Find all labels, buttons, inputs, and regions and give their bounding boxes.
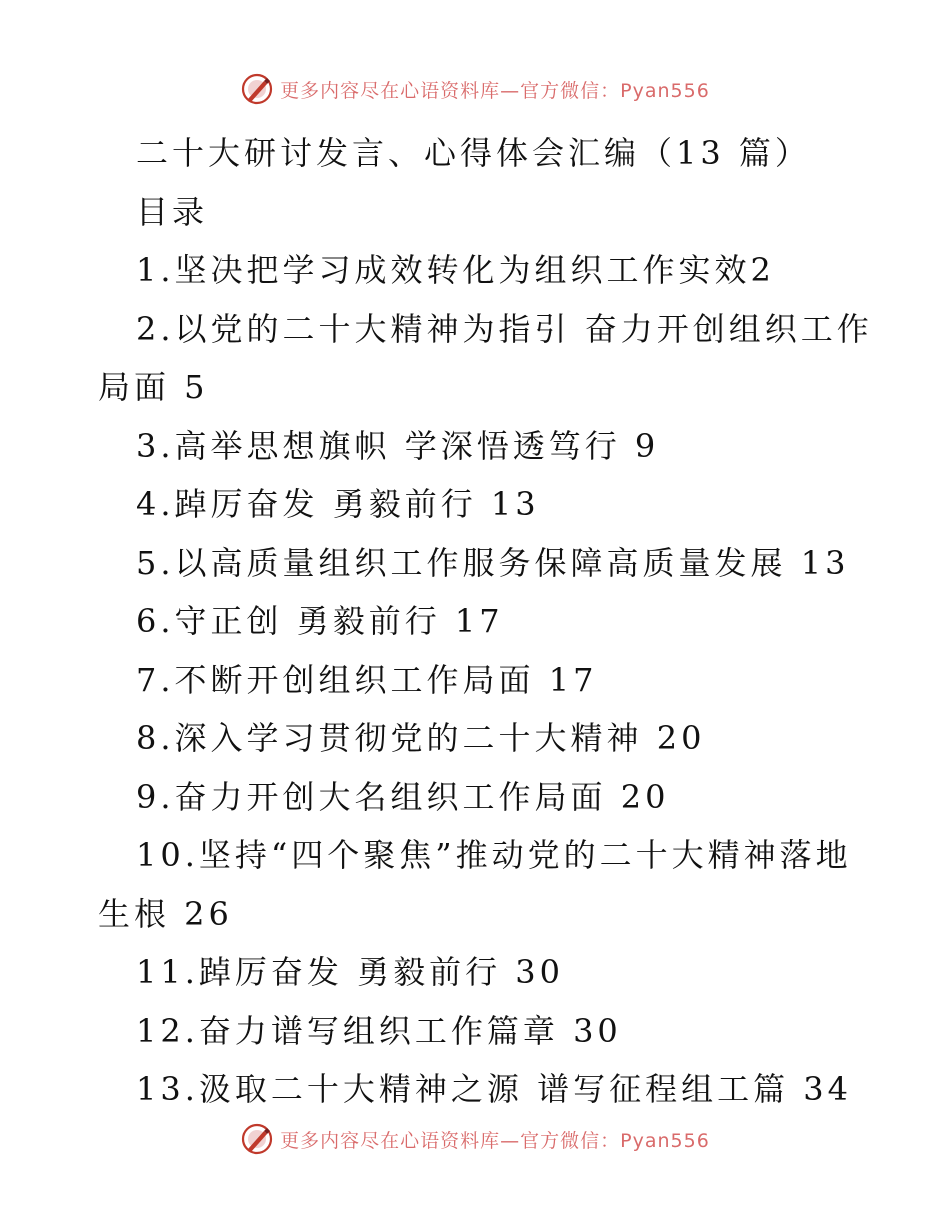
toc-line: 11.踔厉奋发 勇毅前行 30 bbox=[136, 953, 564, 991]
toc-line: 4.踔厉奋发 勇毅前行 13 bbox=[136, 485, 540, 523]
header-watermark bbox=[0, 72, 950, 106]
toc-line-continuation: 生根 26 bbox=[98, 894, 233, 933]
toc-line: 6.守正创 勇毅前行 17 bbox=[136, 602, 504, 640]
toc-line: 7.不断开创组织工作局面 17 bbox=[136, 660, 598, 699]
toc-line-continuation: 局面 5 bbox=[98, 368, 209, 406]
toc-line: 9.奋力开创大名组织工作局面 20 bbox=[136, 777, 670, 816]
toc-line: 12.奋力谱写组织工作篇章 30 bbox=[136, 1011, 622, 1050]
toc-heading: 目录 bbox=[136, 192, 209, 231]
toc-line: 10.坚持“四个聚焦”推动党的二十大精神落地 bbox=[136, 836, 852, 874]
toc-line: 8.深入学习贯彻党的二十大精神 20 bbox=[136, 719, 706, 757]
toc-line: 5.以高质量组织工作服务保障高质量发展 13 bbox=[136, 543, 850, 582]
document-title: 二十大研讨发言、心得体会汇编（13 篇） bbox=[136, 134, 811, 172]
toc-line: 13.汲取二十大精神之源 谱写征程组工篇 34 bbox=[136, 1070, 852, 1108]
toc-line: 1.坚决把学习成效转化为组织工作实效2 bbox=[136, 251, 775, 289]
pen-seal-icon bbox=[240, 1122, 274, 1156]
toc-line: 2.以党的二十大精神为指引 奋力开创组织工作 bbox=[136, 309, 873, 348]
toc-line: 3.高举思想旗帜 学深悟透笃行 9 bbox=[136, 426, 660, 465]
document-body bbox=[98, 124, 873, 1119]
watermark-text: 更多内容尽在心语资料库—官方微信：Pyan556 bbox=[280, 1129, 710, 1152]
footer-watermark bbox=[0, 1122, 950, 1156]
pen-seal-icon bbox=[240, 72, 274, 106]
watermark-text: 更多内容尽在心语资料库—官方微信：Pyan556 bbox=[280, 79, 710, 102]
